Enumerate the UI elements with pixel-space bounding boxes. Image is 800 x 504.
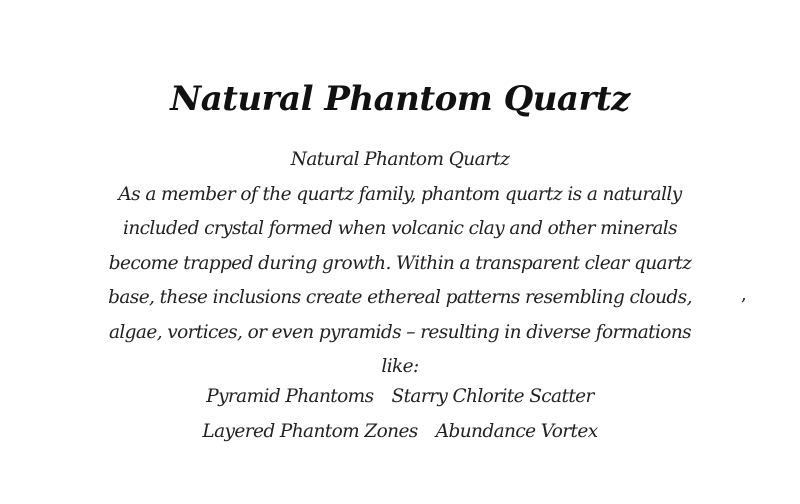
phantom-type-item: Abundance Vortex [435,420,598,442]
page-title: Natural Phantom Quartz [170,79,630,119]
phantom-types-row [0,380,800,415]
phantom-types-list [0,380,800,449]
phantom-type-item: Layered Phantom Zones [202,420,418,442]
subtitle-line: Natural Phantom Quartz [290,149,510,170]
phantom-type-item: Starry Chlorite Scatter [391,386,594,407]
description-line: included crystal formed when volcanic clay and other minerals [123,218,677,239]
description-line: algae, vortices, or even pyramids – resulting in diverse formations [108,321,692,343]
description-line: like: [381,356,419,377]
description-line: become trapped during growth. Within a transparent clear quartz [108,252,692,274]
stray-comma-mark: , [741,284,747,305]
phantom-types-row [0,415,800,450]
description-line: base, these inclusions create ethereal patterns resembling clouds, [108,287,692,308]
phantom-type-item: Pyramid Phantoms [206,386,374,407]
description-block [90,143,710,385]
description-line: As a member of the quartz family, phantom quartz is a naturally [118,183,682,205]
